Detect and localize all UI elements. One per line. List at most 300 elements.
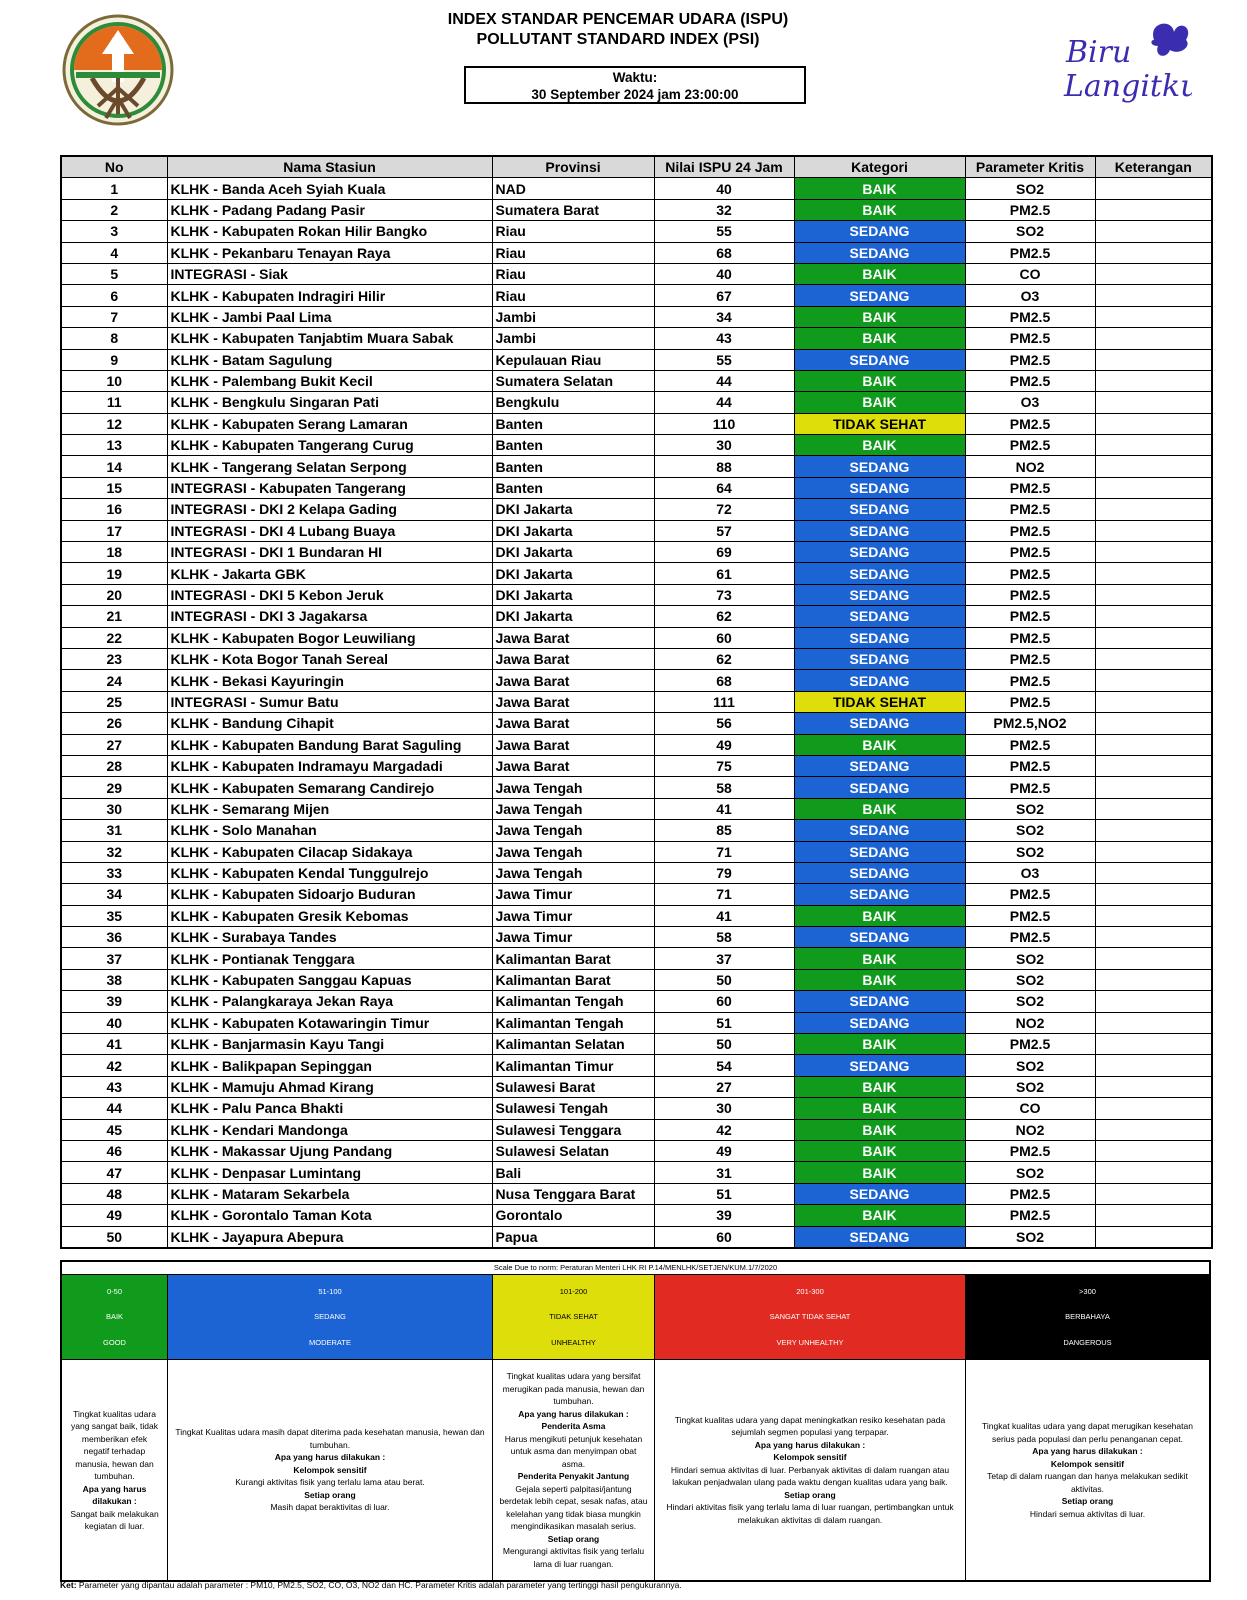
cell-no: 25 <box>61 691 167 712</box>
cell-remarks <box>1095 221 1212 242</box>
legend-description-sangat-tidak-sehat <box>655 1360 966 1580</box>
cell-category: SEDANG <box>794 841 965 862</box>
cell-critical-parameter: CO <box>965 263 1095 284</box>
cell-remarks <box>1095 734 1212 755</box>
table-row <box>61 1140 1212 1161</box>
cell-no: 33 <box>61 862 167 883</box>
cell-province: Jawa Tengah <box>492 798 654 819</box>
cell-no: 18 <box>61 542 167 563</box>
legend-description-line: Apa yang harus dilakukan : <box>754 1439 866 1450</box>
cell-no: 1 <box>61 178 167 199</box>
cell-station: INTEGRASI - DKI 1 Bundaran HI <box>167 542 492 563</box>
cell-station: KLHK - Kabupaten Sanggau Kapuas <box>167 969 492 990</box>
legend-description-line: Penderita Penyakit Jantung <box>517 1471 630 1481</box>
cell-station: KLHK - Makassar Ujung Pandang <box>167 1140 492 1161</box>
cell-station: KLHK - Kabupaten Semarang Candirejo <box>167 777 492 798</box>
cell-remarks <box>1095 841 1212 862</box>
cell-station: KLHK - Banjarmasin Kayu Tangi <box>167 1034 492 1055</box>
cell-ispu-value: 56 <box>654 713 794 734</box>
cell-station: KLHK - Jakarta GBK <box>167 563 492 584</box>
cell-province: Banten <box>492 435 654 456</box>
cell-no: 21 <box>61 606 167 627</box>
legend-description-line: Apa yang harus dilakukan : <box>274 1452 386 1463</box>
table-row <box>61 456 1212 477</box>
cell-no: 4 <box>61 242 167 263</box>
cell-province: Kalimantan Selatan <box>492 1034 654 1055</box>
cell-category: BAIK <box>794 948 965 969</box>
cell-station: INTEGRASI - DKI 4 Lubang Buaya <box>167 520 492 541</box>
cell-category: SEDANG <box>794 349 965 370</box>
legend-description-row <box>62 1360 1209 1580</box>
cell-critical-parameter: PM2.5 <box>965 520 1095 541</box>
legend-english: UNHEALTHY <box>551 1337 596 1347</box>
legend-english: DANGEROUS <box>1063 1337 1112 1347</box>
cell-ispu-value: 60 <box>654 627 794 648</box>
cell-critical-parameter: PM2.5 <box>965 1140 1095 1161</box>
cell-critical-parameter: NO2 <box>965 1119 1095 1140</box>
cell-station: INTEGRASI - Siak <box>167 263 492 284</box>
cell-ispu-value: 68 <box>654 242 794 263</box>
cell-remarks <box>1095 755 1212 776</box>
cell-remarks <box>1095 263 1212 284</box>
cell-province: Kalimantan Tengah <box>492 1012 654 1033</box>
table-row <box>61 477 1212 498</box>
legend-description-line: Setiap orang <box>304 1489 356 1500</box>
cell-no: 28 <box>61 755 167 776</box>
cell-remarks <box>1095 435 1212 456</box>
legend-range: 101-200 <box>559 1287 588 1297</box>
table-row <box>61 499 1212 520</box>
legend-description-line: Kelompok sensitif <box>293 1464 367 1475</box>
table-row <box>61 777 1212 798</box>
table-row <box>61 520 1212 541</box>
cell-station: KLHK - Padang Padang Pasir <box>167 199 492 220</box>
cell-province: Banten <box>492 456 654 477</box>
cell-province: Bengkulu <box>492 392 654 413</box>
cell-province: Banten <box>492 413 654 434</box>
legend-label: SEDANG <box>314 1312 346 1322</box>
cell-station: KLHK - Gorontalo Taman Kota <box>167 1205 492 1226</box>
cell-no: 14 <box>61 456 167 477</box>
cell-station: KLHK - Mataram Sekarbela <box>167 1183 492 1204</box>
ispu-table <box>60 155 1213 1249</box>
cell-category: SEDANG <box>794 862 965 883</box>
cell-station: KLHK - Kabupaten Sidoarjo Buduran <box>167 884 492 905</box>
timestamp-box <box>464 66 806 104</box>
cell-no: 38 <box>61 969 167 990</box>
cell-province: Sulawesi Barat <box>492 1076 654 1097</box>
cell-station: KLHK - Palangkaraya Jekan Raya <box>167 991 492 1012</box>
cell-no: 44 <box>61 1098 167 1119</box>
legend-description-line: Apa yang harus dilakukan : <box>1032 1446 1143 1456</box>
cell-province: Sumatera Selatan <box>492 370 654 391</box>
cell-critical-parameter: SO2 <box>965 948 1095 969</box>
legend-description-line: Gejala seperti palpitasi/jantung berdetak lebih cepat, sesak nafas, atau kelelahan yang tidak biasa mungkin mengindikasikan masalah serius. <box>499 1483 648 1531</box>
cell-ispu-value: 41 <box>654 905 794 926</box>
cell-station: KLHK - Kabupaten Kendal Tunggulrejo <box>167 862 492 883</box>
cell-category: BAIK <box>794 1205 965 1226</box>
cell-no: 9 <box>61 349 167 370</box>
cell-category: BAIK <box>794 969 965 990</box>
table-row <box>61 1076 1212 1097</box>
table-row <box>61 734 1212 755</box>
title-line-1: INDEX STANDAR PENCEMAR UDARA (ISPU) <box>447 11 789 28</box>
cell-category: TIDAK SEHAT <box>794 691 965 712</box>
table-row <box>61 328 1212 349</box>
cell-no: 15 <box>61 477 167 498</box>
cell-province: Jawa Barat <box>492 627 654 648</box>
cell-category: BAIK <box>794 199 965 220</box>
table-row <box>61 392 1212 413</box>
cell-category: TIDAK SEHAT <box>794 413 965 434</box>
legend-level-baik <box>62 1275 168 1359</box>
cell-remarks <box>1095 777 1212 798</box>
table-row <box>61 713 1212 734</box>
cell-province: Jawa Barat <box>492 755 654 776</box>
legend-label: SANGAT TIDAK SEHAT <box>769 1312 851 1322</box>
cell-category: SEDANG <box>794 627 965 648</box>
cell-ispu-value: 72 <box>654 499 794 520</box>
cell-no: 17 <box>61 520 167 541</box>
table-row <box>61 820 1212 841</box>
cell-station: KLHK - Kabupaten Bogor Leuwiliang <box>167 627 492 648</box>
legend-range: 0-50 <box>106 1287 122 1297</box>
cell-remarks <box>1095 713 1212 734</box>
cell-category: BAIK <box>794 392 965 413</box>
cell-no: 19 <box>61 563 167 584</box>
table-row <box>61 798 1212 819</box>
legend-description-line: Kurangi aktivitas fisik yang terlalu lama atau berat. <box>235 1477 425 1488</box>
cell-critical-parameter: CO <box>965 1098 1095 1119</box>
cell-category: SEDANG <box>794 713 965 734</box>
cell-critical-parameter: PM2.5 <box>965 777 1095 798</box>
cell-category: BAIK <box>794 1162 965 1183</box>
cell-ispu-value: 34 <box>654 306 794 327</box>
cell-remarks <box>1095 542 1212 563</box>
cell-ispu-value: 71 <box>654 884 794 905</box>
table-row <box>61 991 1212 1012</box>
cell-remarks <box>1095 413 1212 434</box>
cell-province: DKI Jakarta <box>492 520 654 541</box>
cell-ispu-value: 44 <box>654 392 794 413</box>
cell-station: KLHK - Surabaya Tandes <box>167 927 492 948</box>
legend-description-line: Penderita Asma <box>541 1421 606 1431</box>
cell-station: KLHK - Kabupaten Indragiri Hilir <box>167 285 492 306</box>
legend-description-line: Setiap orang <box>784 1489 836 1500</box>
cell-remarks <box>1095 606 1212 627</box>
cell-no: 39 <box>61 991 167 1012</box>
cell-ispu-value: 62 <box>654 606 794 627</box>
legend-description-baik <box>62 1360 168 1580</box>
legend-description-line: Kelompok sensitif <box>1050 1458 1125 1469</box>
cell-remarks <box>1095 1205 1212 1226</box>
cell-critical-parameter: PM2.5 <box>965 542 1095 563</box>
legend-description-berbahaya <box>966 1360 1209 1580</box>
cell-critical-parameter: SO2 <box>965 1055 1095 1076</box>
cell-no: 13 <box>61 435 167 456</box>
cell-critical-parameter: SO2 <box>965 178 1095 199</box>
legend-description-tidak-sehat <box>493 1360 655 1580</box>
cell-province: Jawa Barat <box>492 648 654 669</box>
cell-critical-parameter: PM2.5 <box>965 477 1095 498</box>
footnote <box>60 1580 682 1590</box>
cell-critical-parameter: PM2.5 <box>965 648 1095 669</box>
cell-ispu-value: 44 <box>654 370 794 391</box>
cell-critical-parameter: SO2 <box>965 1076 1095 1097</box>
cell-station: KLHK - Kota Bogor Tanah Sereal <box>167 648 492 669</box>
cell-category: SEDANG <box>794 221 965 242</box>
table-row <box>61 199 1212 220</box>
cell-province: Riau <box>492 242 654 263</box>
legend-range: >300 <box>1079 1287 1096 1297</box>
cell-ispu-value: 39 <box>654 1205 794 1226</box>
cell-station: KLHK - Bengkulu Singaran Pati <box>167 392 492 413</box>
cell-ispu-value: 51 <box>654 1012 794 1033</box>
cell-station: KLHK - Kendari Mandonga <box>167 1119 492 1140</box>
cell-remarks <box>1095 349 1212 370</box>
cell-critical-parameter: PM2.5 <box>965 627 1095 648</box>
cell-ispu-value: 69 <box>654 542 794 563</box>
cell-ispu-value: 32 <box>654 199 794 220</box>
cell-remarks <box>1095 648 1212 669</box>
cell-station: KLHK - Palu Panca Bhakti <box>167 1098 492 1119</box>
cell-province: Nusa Tenggara Barat <box>492 1183 654 1204</box>
cell-remarks <box>1095 948 1212 969</box>
cell-critical-parameter: SO2 <box>965 221 1095 242</box>
table-row <box>61 349 1212 370</box>
cell-no: 36 <box>61 927 167 948</box>
cell-critical-parameter: PM2.5 <box>965 1034 1095 1055</box>
cell-ispu-value: 27 <box>654 1076 794 1097</box>
legend-level-sangat-tidak-sehat <box>655 1275 966 1359</box>
cell-remarks <box>1095 1119 1212 1140</box>
cell-category: SEDANG <box>794 456 965 477</box>
cell-province: Riau <box>492 263 654 284</box>
legend-description-line: Tingkat kualitas udara yang dapat meningkatkan resiko kesehatan pada sejumlah segmen populasi yang terpapar. <box>674 1414 946 1438</box>
cell-province: Sulawesi Tenggara <box>492 1119 654 1140</box>
cell-category: SEDANG <box>794 1226 965 1248</box>
cell-category: BAIK <box>794 1098 965 1119</box>
legend-description-sedang <box>168 1360 493 1580</box>
cell-ispu-value: 67 <box>654 285 794 306</box>
cell-critical-parameter: NO2 <box>965 456 1095 477</box>
table-header-row <box>61 156 1212 178</box>
cell-province: Jawa Timur <box>492 927 654 948</box>
cell-critical-parameter: O3 <box>965 862 1095 883</box>
cell-no: 3 <box>61 221 167 242</box>
brand-line-1: Biru <box>1066 35 1132 70</box>
cell-critical-parameter: SO2 <box>965 1162 1095 1183</box>
cell-ispu-value: 88 <box>654 456 794 477</box>
legend-english: MODERATE <box>309 1337 351 1347</box>
cell-critical-parameter: PM2.5 <box>965 905 1095 926</box>
cell-remarks <box>1095 1140 1212 1161</box>
cell-province: Jambi <box>492 306 654 327</box>
cell-critical-parameter: PM2.5 <box>965 927 1095 948</box>
cell-critical-parameter: PM2.5 <box>965 1205 1095 1226</box>
col-header-remarks: Keterangan <box>1095 156 1212 178</box>
legend-description-line: Tingkat Kualitas udara masih dapat diterima pada kesehatan manusia, hewan dan tumbuhan. <box>175 1427 485 1450</box>
legend-level-tidak-sehat <box>493 1275 655 1359</box>
cell-ispu-value: 57 <box>654 520 794 541</box>
cell-station: KLHK - Kabupaten Tangerang Curug <box>167 435 492 456</box>
cell-province: DKI Jakarta <box>492 606 654 627</box>
cell-station: INTEGRASI - DKI 3 Jagakarsa <box>167 606 492 627</box>
legend-english: GOOD <box>103 1337 126 1347</box>
table-row <box>61 221 1212 242</box>
waktu-label: Waktu: <box>612 70 658 85</box>
legend-description-line: Tingkat kualitas udara yang dapat merugikan kesehatan serius pada populasi dan perlu penanganan cepat. <box>982 1421 1193 1444</box>
legend-description-line: Sangat baik melakukan kegiatan di luar. <box>70 1508 159 1531</box>
cell-category: BAIK <box>794 263 965 284</box>
cell-remarks <box>1095 584 1212 605</box>
cell-critical-parameter: SO2 <box>965 991 1095 1012</box>
cell-ispu-value: 50 <box>654 1034 794 1055</box>
table-row <box>61 370 1212 391</box>
legend-description-line: Setiap orang <box>547 1533 600 1544</box>
cell-remarks <box>1095 1183 1212 1204</box>
cell-ispu-value: 49 <box>654 1140 794 1161</box>
cell-no: 35 <box>61 905 167 926</box>
cell-province: Sumatera Barat <box>492 199 654 220</box>
waktu-value: 30 September 2024 jam 23:00:00 <box>531 87 739 102</box>
cell-province: NAD <box>492 178 654 199</box>
table-row <box>61 1162 1212 1183</box>
cell-ispu-value: 75 <box>654 755 794 776</box>
cell-category: SEDANG <box>794 1183 965 1204</box>
cell-ispu-value: 73 <box>654 584 794 605</box>
cell-critical-parameter: PM2.5 <box>965 435 1095 456</box>
legend-range: 51-100 <box>318 1287 342 1297</box>
cell-critical-parameter: SO2 <box>965 969 1095 990</box>
cell-province: Jawa Barat <box>492 670 654 691</box>
cell-remarks <box>1095 1076 1212 1097</box>
table-row <box>61 306 1212 327</box>
cell-remarks <box>1095 242 1212 263</box>
cell-ispu-value: 50 <box>654 969 794 990</box>
cell-ispu-value: 40 <box>654 178 794 199</box>
legend <box>60 1260 1211 1582</box>
cell-no: 43 <box>61 1076 167 1097</box>
cell-category: BAIK <box>794 328 965 349</box>
cell-category: SEDANG <box>794 1055 965 1076</box>
legend-label: TIDAK SEHAT <box>549 1312 598 1322</box>
cell-no: 22 <box>61 627 167 648</box>
cell-ispu-value: 30 <box>654 1098 794 1119</box>
table-row <box>61 563 1212 584</box>
table-row <box>61 755 1212 776</box>
cell-remarks <box>1095 969 1212 990</box>
cell-station: KLHK - Kabupaten Serang Lamaran <box>167 413 492 434</box>
cell-ispu-value: 55 <box>654 349 794 370</box>
cell-remarks <box>1095 905 1212 926</box>
cell-category: SEDANG <box>794 584 965 605</box>
cell-province: Jawa Barat <box>492 713 654 734</box>
cell-no: 29 <box>61 777 167 798</box>
cell-station: KLHK - Tangerang Selatan Serpong <box>167 456 492 477</box>
cell-category: SEDANG <box>794 606 965 627</box>
cell-remarks <box>1095 884 1212 905</box>
cell-ispu-value: 40 <box>654 263 794 284</box>
cell-category: SEDANG <box>794 884 965 905</box>
cell-critical-parameter: PM2.5 <box>965 349 1095 370</box>
cell-province: DKI Jakarta <box>492 499 654 520</box>
legend-level-row <box>62 1275 1209 1360</box>
legend-range: 201-300 <box>796 1287 824 1297</box>
legend-description-line: Tingkat kualitas udara yang sangat baik, tidak memberikan efek negatif terhadap manusia, hewan dan tumbuhan. <box>71 1408 158 1481</box>
cell-no: 24 <box>61 670 167 691</box>
legend-description-line: Masih dapat beraktivitas di luar. <box>270 1502 390 1513</box>
cell-station: KLHK - Banda Aceh Syiah Kuala <box>167 178 492 199</box>
cell-remarks <box>1095 798 1212 819</box>
table-row <box>61 285 1212 306</box>
cell-ispu-value: 110 <box>654 413 794 434</box>
cell-remarks <box>1095 627 1212 648</box>
cell-no: 7 <box>61 306 167 327</box>
cell-no: 42 <box>61 1055 167 1076</box>
cell-remarks <box>1095 477 1212 498</box>
cell-critical-parameter: PM2.5 <box>965 328 1095 349</box>
table-row <box>61 862 1212 883</box>
cell-province: Bali <box>492 1162 654 1183</box>
page-title <box>400 10 836 50</box>
cell-station: KLHK - Kabupaten Cilacap Sidakaya <box>167 841 492 862</box>
cell-critical-parameter: SO2 <box>965 798 1095 819</box>
cell-category: BAIK <box>794 1034 965 1055</box>
cell-critical-parameter: PM2.5 <box>965 734 1095 755</box>
cell-province: Kalimantan Tengah <box>492 991 654 1012</box>
cell-station: KLHK - Palembang Bukit Kecil <box>167 370 492 391</box>
cell-province: Banten <box>492 477 654 498</box>
cell-ispu-value: 58 <box>654 777 794 798</box>
cell-remarks <box>1095 285 1212 306</box>
table-row <box>61 884 1212 905</box>
cell-category: BAIK <box>794 734 965 755</box>
cell-province: Sulawesi Selatan <box>492 1140 654 1161</box>
cell-no: 26 <box>61 713 167 734</box>
cell-station: KLHK - Kabupaten Bandung Barat Saguling <box>167 734 492 755</box>
cell-category: BAIK <box>794 306 965 327</box>
cell-province: DKI Jakarta <box>492 563 654 584</box>
cell-remarks <box>1095 456 1212 477</box>
cell-ispu-value: 42 <box>654 1119 794 1140</box>
cell-remarks <box>1095 862 1212 883</box>
cell-category: SEDANG <box>794 820 965 841</box>
cell-category: BAIK <box>794 1119 965 1140</box>
legend-level-sedang <box>168 1275 493 1359</box>
cell-no: 48 <box>61 1183 167 1204</box>
cell-province: DKI Jakarta <box>492 542 654 563</box>
title-line-2: POLLUTANT STANDARD INDEX (PSI) <box>476 31 760 48</box>
cell-remarks <box>1095 199 1212 220</box>
cell-ispu-value: 55 <box>654 221 794 242</box>
cell-category: SEDANG <box>794 755 965 776</box>
cell-remarks <box>1095 1098 1212 1119</box>
cell-category: BAIK <box>794 1140 965 1161</box>
cell-critical-parameter: PM2.5 <box>965 413 1095 434</box>
cell-ispu-value: 62 <box>654 648 794 669</box>
cell-category: BAIK <box>794 435 965 456</box>
cell-no: 12 <box>61 413 167 434</box>
footnote-text: Parameter yang dipantau adalah parameter : PM10, PM2.5, SO2, CO, O3, NO2 dan HC. Parameter Kritis adalah parameter yang tertinggi hasil pengukurannya. <box>76 1580 682 1590</box>
cell-province: Sulawesi Tengah <box>492 1098 654 1119</box>
cell-ispu-value: 58 <box>654 927 794 948</box>
legend-description-line: Apa yang harus dilakukan : <box>518 1408 629 1419</box>
legend-description-line: Harus mengikuti petunjuk kesehatan untuk asma dan menyimpan obat asma. <box>504 1433 643 1469</box>
cell-ispu-value: 79 <box>654 862 794 883</box>
brand-line-2: Langitku <box>1064 69 1192 104</box>
cell-station: KLHK - Solo Manahan <box>167 820 492 841</box>
